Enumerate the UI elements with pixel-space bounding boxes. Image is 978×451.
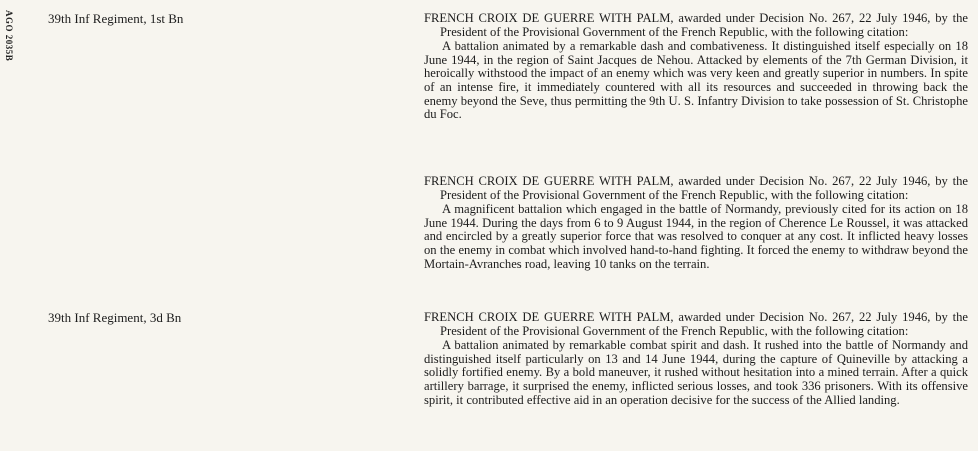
unit-name-1st-bn: 39th Inf Regiment, 1st Bn — [48, 11, 184, 26]
award-heading: FRENCH CROIX DE GUERRE WITH PALM, awarded under Decision No. 267, 22 July 1946, by the President of the Provisional Government of the French Republic, with the following citation: — [424, 310, 968, 338]
award-heading: FRENCH CROIX DE GUERRE WITH PALM, awarded under Decision No. 267, 22 July 1946, by the President of the Provisional Government of the French Republic, with the following citation: — [424, 174, 968, 202]
award-heading: FRENCH CROIX DE GUERRE WITH PALM, awarded under Decision No. 267, 22 July 1946, by the President of the Provisional Government of the French Republic, with the following citation: — [424, 11, 968, 39]
unit-name-3d-bn: 39th Inf Regiment, 3d Bn — [48, 310, 182, 325]
margin-stamp: AGO 2035B — [4, 10, 14, 62]
award-entry-2 — [424, 175, 968, 271]
award-citation: A battalion animated by a remarkable dash and combativeness. It distinguished itself especially on 18 June 1944, in the region of Saint Jacques de Nehou. Attacked by elements of the 7th German Division, it heroically withstood the impact of an enemy which was very keen and greatly superior in numbers. In spite of an intense fire, it immediately countered with all its resources and succeeded in throwing back the enemy beyond the Seve, thus permitting the 9th U. S. Infantry Division to take possession of St. Christophe du Foc. — [424, 39, 968, 122]
award-entry-1 — [424, 12, 968, 122]
award-citation: A magnificent battalion which engaged in the battle of Normandy, previously cited for its action on 18 June 1944. During the days from 6 to 9 August 1944, in the region of Cherence Le Roussel, it was attacked and encircled by a greatly superior force that was resolved to conquer at any cost. It inflicted heavy losses on the enemy in combat which involved hand-to-hand fighting. It forced the enemy to withdraw beyond the Mortain-Avranches road, leaving 10 tanks on the terrain. — [424, 202, 968, 271]
award-citation: A battalion animated by remarkable combat spirit and dash. It rushed into the battle of Normandy and distinguished itself particularly on 13 and 14 June 1944, during the capture of Quineville by attacking a solidly fortified enemy. By a bold maneuver, it rushed without hesitation into a mined terrain. After a quick artillery barrage, it surprised the enemy, inflicted serious losses, and took 336 prisoners. With its offensive spirit, it contributed effective aid in an operation decisive for the success of the Allied landing. — [424, 338, 968, 407]
award-entry-3 — [424, 311, 968, 407]
